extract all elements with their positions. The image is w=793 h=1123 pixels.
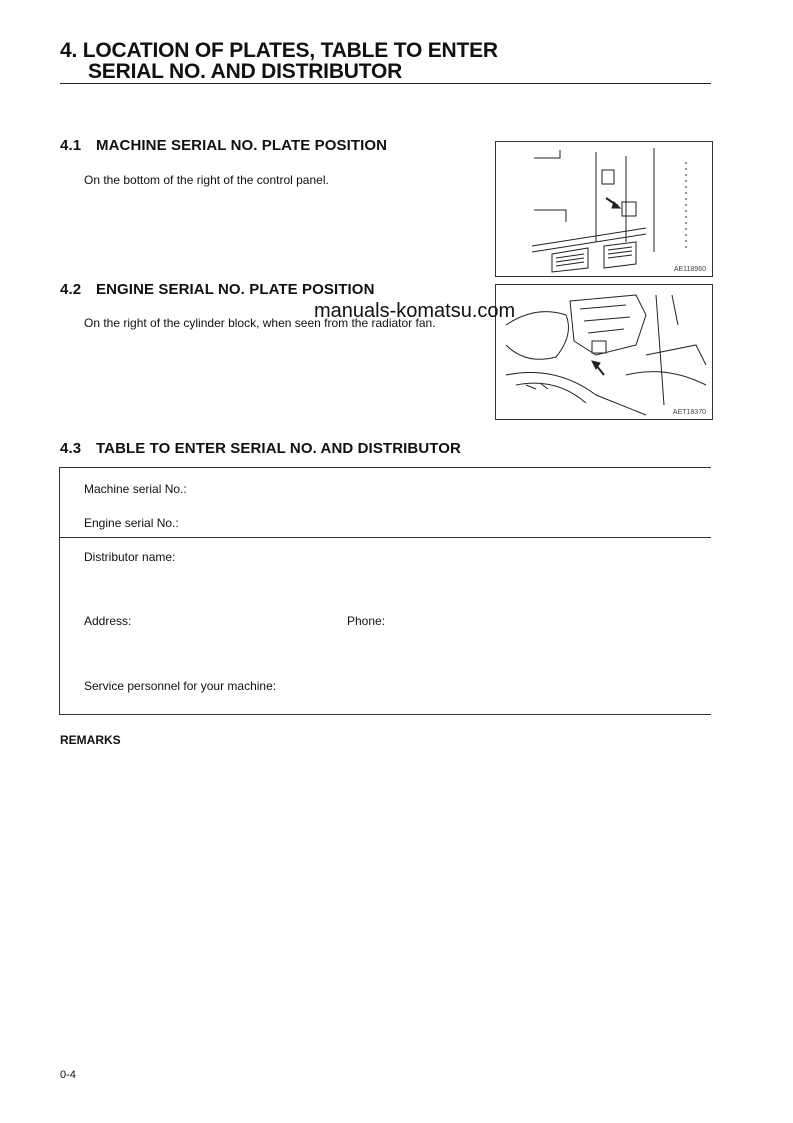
page-title — [60, 40, 498, 82]
engine-plate-figure — [495, 284, 713, 420]
page-number: 0-4 — [60, 1069, 76, 1081]
page-title-line2: SERIAL NO. AND DISTRIBUTOR — [88, 60, 403, 83]
address-field[interactable]: Address: — [84, 614, 132, 628]
section-4-1-text: On the bottom of the right of the control panel. — [84, 173, 329, 187]
title-divider — [60, 83, 711, 84]
watermark: manuals-komatsu.com — [314, 300, 516, 322]
figure-code: AE118960 — [673, 266, 706, 273]
machine-serial-field[interactable]: Machine serial No.: — [84, 482, 187, 496]
section-number: 4.2 — [60, 281, 82, 298]
section-4-2-text: On the right of the cylinder block, when seen from the radiator fan. — [84, 316, 436, 330]
table-divider — [60, 537, 711, 538]
engine-plate-illustration — [496, 285, 712, 419]
section-heading-4-1 — [60, 137, 387, 154]
page-title-line1: 4. LOCATION OF PLATES, TABLE TO ENTER — [60, 39, 498, 62]
serial-distributor-table — [59, 467, 711, 715]
phone-field[interactable]: Phone: — [347, 614, 386, 628]
section-heading-text: ENGINE SERIAL NO. PLATE POSITION — [96, 281, 375, 298]
figure-code: AET18370 — [672, 409, 706, 416]
machine-plate-figure — [495, 141, 713, 277]
section-number: 4.1 — [60, 137, 82, 154]
section-heading-text: MACHINE SERIAL NO. PLATE POSITION — [96, 137, 388, 154]
machine-plate-illustration — [496, 142, 712, 276]
service-personnel-field[interactable]: Service personnel for your machine: — [84, 679, 277, 693]
section-heading-4-3 — [60, 440, 461, 457]
distributor-name-field[interactable]: Distributor name: — [84, 550, 176, 564]
section-heading-text: TABLE TO ENTER SERIAL NO. AND DISTRIBUTOR — [96, 440, 461, 457]
section-heading-4-2 — [60, 281, 375, 298]
section-number: 4.3 — [60, 440, 82, 457]
engine-serial-field[interactable]: Engine serial No.: — [84, 516, 179, 530]
remarks-heading: REMARKS — [60, 733, 121, 747]
